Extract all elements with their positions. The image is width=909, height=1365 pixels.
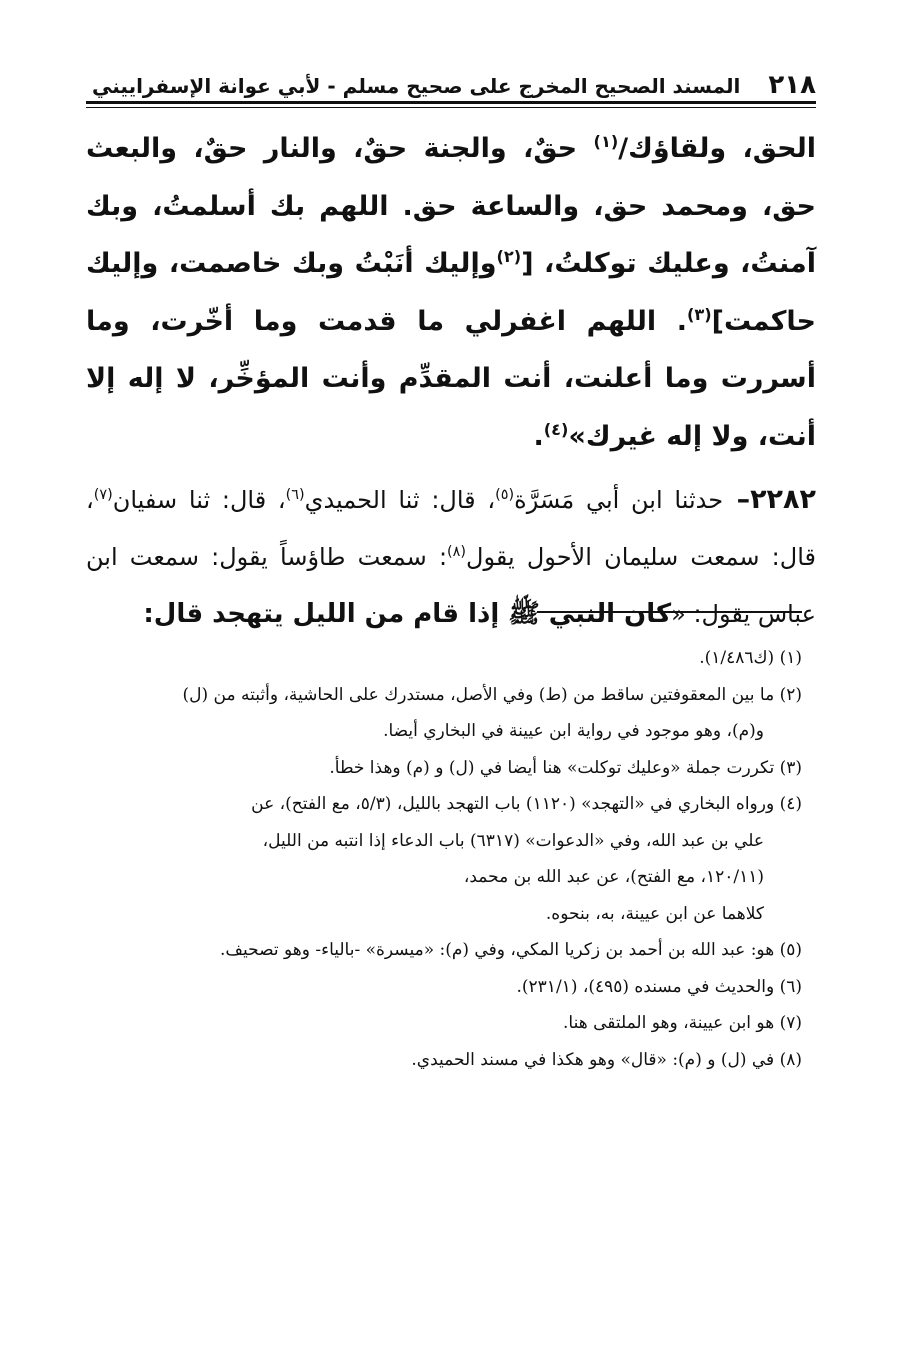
hadith-text-part: وإليك أنَبْتُ وبك خاصمت، وإليك حاكمت] <box>86 248 816 337</box>
footnote-3 <box>100 750 802 787</box>
footnote-line: (١٢٠/١١، مع الفتح)، عن عبد الله بن محمد، <box>463 867 764 887</box>
header-rule-thin <box>86 107 816 108</box>
main-text <box>86 120 816 643</box>
hadith-text-part: . اللهم اغفرلي ما قدمت وما أخّرت، وما أسررت وما أعلنت، أنت المقدِّم وأنت المؤخِّر، لا إله إلا أنت، ولا إله غيرك» <box>86 305 816 452</box>
footnote-ref: (٦) <box>285 487 305 503</box>
isnad-part: حدثنا ابن أبي مَسَرَّة <box>514 486 724 514</box>
hadith-text-part: . <box>533 420 544 452</box>
page-number: ٢١٨ <box>768 70 816 100</box>
footnote-ref: (٧) <box>93 487 113 503</box>
footnote-line: و(م)، وهو موجود في رواية ابن عيينة في البخاري أيضا. <box>383 721 764 741</box>
footnote-line: (٧) هو ابن عيينة، وهو الملتقى هنا. <box>562 1013 802 1033</box>
footnote-line: كلاهما عن ابن عيينة، به، بنحوه. <box>545 903 764 924</box>
page-header <box>86 64 816 100</box>
isnad-part: : سمعت طاؤساً يقول: سمعت ابن عباس يقول: « <box>86 543 816 628</box>
footnote-2 <box>100 677 802 750</box>
isnad-part: ، قال: ثنا الحميدي <box>304 486 496 514</box>
footnote-5 <box>100 932 802 969</box>
hadith-dash: – <box>723 484 751 515</box>
header-rule <box>86 101 816 104</box>
footnote-ref: (٢) <box>496 247 522 266</box>
footnote-ref: (٥) <box>495 487 515 503</box>
hadith-text-part: حقٌ، والجنة حقٌ، والنار حقٌ، والبعث حق، ومحمد حق، والساعة حق. اللهم بك أسلمتُ، وبك آمنتُ، وعليك توكلتُ، [ <box>86 133 816 279</box>
footnotes-list <box>100 640 802 1078</box>
footnote-ref: (١) <box>593 132 619 151</box>
footnote-separator <box>537 611 802 613</box>
hadith-continuation <box>86 120 816 465</box>
footnote-6 <box>100 969 802 1006</box>
footnote-line: (٨) في (ل) و (م): «قال» وهو هكذا في مسند الحميدي. <box>411 1049 802 1070</box>
footnote-line: (٥) هو: عبد الله بن أحمد بن زكريا المكي، وفي (م): «ميسرة» -بالياء- وهو تصحيف. <box>219 940 802 960</box>
footnote-line: (٦) والحديث في مسنده (٤٩٥)، (٢٣١/١). <box>516 976 802 997</box>
isnad-part: ، قال: سمعت سليمان الأحول يقول <box>86 486 816 571</box>
footnote-ref: (٨) <box>447 544 467 560</box>
footnote-line: (٤) ورواه البخاري في «التهجد» (١١٢٠) باب التهجد بالليل، (٥/٣، مع الفتح)، عن <box>251 794 802 814</box>
footnote-line: (١) (ك١/٤٨٦). <box>699 648 802 668</box>
footnote-line: علي بن عبد الله، وفي «الدعوات» (٦٣١٧) باب الدعاء إذا انتبه من الليل، <box>262 830 764 851</box>
footnote-line: (٢) ما بين المعقوفتين ساقط من (ط) وفي الأصل، مستدرك على الحاشية، وأثبته من (ل) <box>182 684 802 705</box>
footnote-line: (٣) تكررت جملة «وعليك توكلت» هنا أيضا في (ل) و (م) وهذا خطأ. <box>329 757 802 778</box>
hadith-narration <box>86 471 816 643</box>
running-title: المسند الصحيح المخرج على صحيح مسلم - لأبي عوانة الإسفراييني <box>92 74 741 98</box>
footnote-4 <box>100 786 802 932</box>
hadith-text-part: الحق، ولقاؤك/ <box>618 133 816 164</box>
footnote-7 <box>100 1005 802 1042</box>
matn-start: كان النبي ﷺ إذا قام من الليل يتهجد قال: <box>143 599 672 629</box>
isnad-part: ، قال: ثنا سفيان <box>112 486 286 514</box>
footnote-ref: (٣) <box>686 304 712 324</box>
footnote-1 <box>100 640 802 677</box>
footnote-ref: (٤) <box>543 419 569 439</box>
footnote-8 <box>100 1042 802 1079</box>
hadith-number: ٢٢٨٢ <box>750 484 816 515</box>
